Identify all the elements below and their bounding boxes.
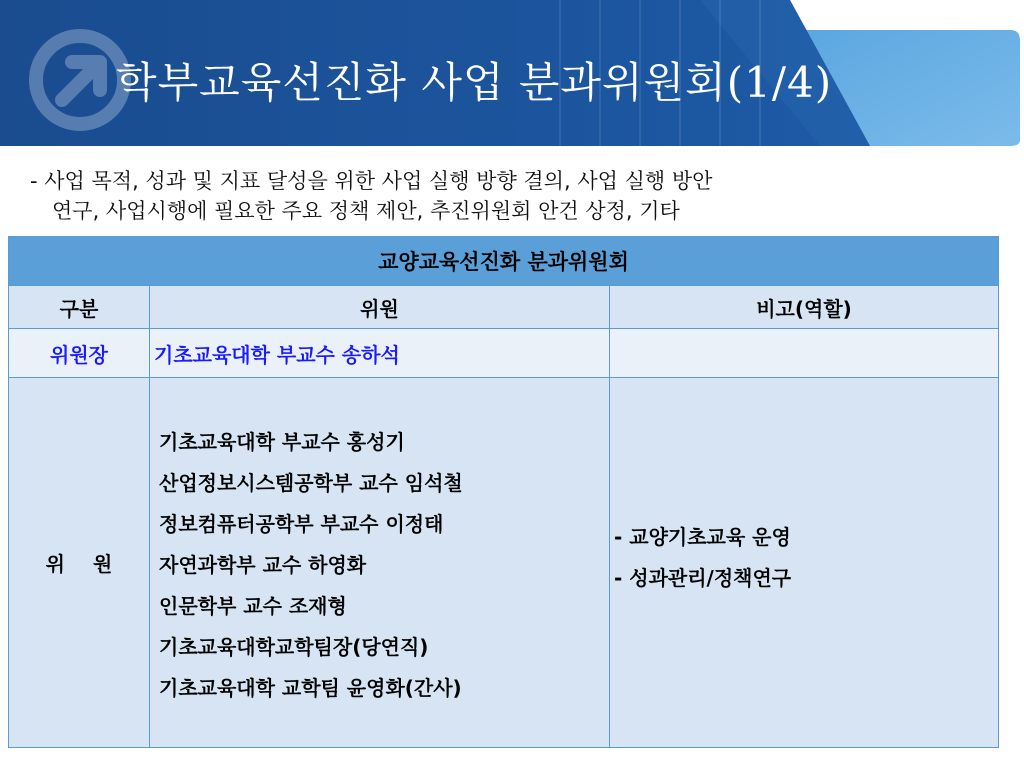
description-line-1: - 사업 목적, 성과 및 지표 달성을 위한 사업 실행 방향 결의, 사업 실행 방안 <box>30 169 713 193</box>
table-title-row <box>9 237 999 286</box>
members-category-part-1: 위 <box>45 552 65 576</box>
table-row-members <box>9 378 999 748</box>
list-item: 산업정보시스템공학부 교수 임석철 <box>159 471 463 495</box>
list-item: 정보컴퓨터공학부 부교수 이정태 <box>159 512 444 536</box>
members-category-part-2: 원 <box>93 552 113 576</box>
chair-note <box>610 329 999 378</box>
list-item: 기초교육대학 부교수 홍성기 <box>159 430 405 454</box>
header-category: 구분 <box>9 286 150 329</box>
list-item: 기초교육대학교학팀장(당연직) <box>159 635 429 659</box>
header-note: 비고(역할) <box>610 286 999 329</box>
header-member: 위원 <box>150 286 610 329</box>
description-line-2: 연구, 사업시행에 필요한 주요 정책 제안, 추진위원회 안건 상정, 기타 <box>52 199 680 223</box>
list-item: 자연과학부 교수 하영화 <box>159 553 367 577</box>
committee-table <box>8 236 999 748</box>
table-row-chair <box>9 329 999 378</box>
table-title: 교양교육선진화 분과위원회 <box>9 237 999 286</box>
list-item: 인문학부 교수 조재형 <box>159 594 347 618</box>
role-item: - 교양기초교육 운영 <box>614 524 791 549</box>
slide-header <box>0 0 1024 146</box>
slide-description <box>30 166 930 226</box>
table-header-row <box>9 286 999 329</box>
members-category <box>9 378 150 748</box>
slide-title: 학부교육선진화 사업 분과위원회(1/4) <box>116 58 833 107</box>
members-list <box>150 378 610 748</box>
chair-member: 기초교육대학 부교수 송하석 <box>150 329 610 378</box>
chair-category: 위원장 <box>9 329 150 378</box>
members-roles <box>610 378 999 748</box>
list-item: 기초교육대학 교학팀 윤영화(간사) <box>159 676 462 700</box>
role-item: - 성과관리/정책연구 <box>614 565 792 590</box>
